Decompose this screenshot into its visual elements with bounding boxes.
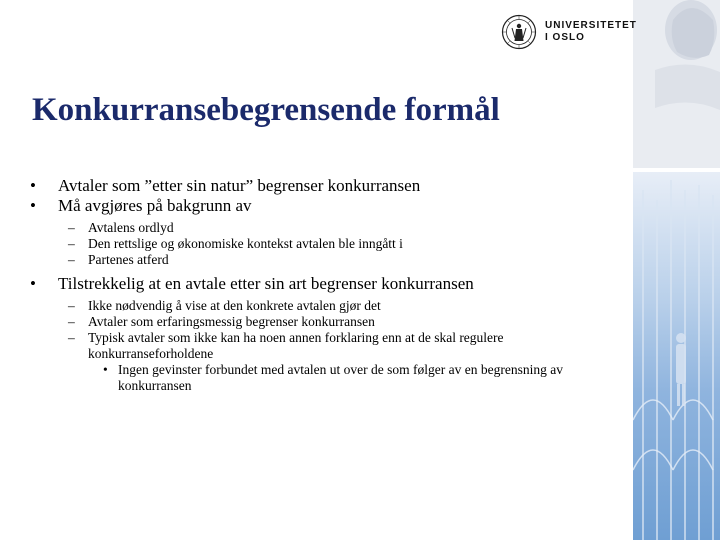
sub-bullet-text: Avtalens ordlyd bbox=[88, 220, 174, 235]
dash-mark: – bbox=[68, 252, 75, 267]
decorative-side-band bbox=[633, 0, 720, 540]
slide-title: Konkurransebegrensende formål bbox=[32, 92, 500, 128]
sub-bullet-item bbox=[30, 252, 620, 268]
university-logo bbox=[501, 14, 637, 54]
sub-bullet-text: Partenes atferd bbox=[88, 252, 169, 267]
university-name-line2: I OSLO bbox=[545, 32, 585, 43]
bullet-mark: • bbox=[30, 196, 36, 215]
sub-bullet-item bbox=[30, 314, 620, 330]
sub-bullet-item bbox=[30, 330, 618, 362]
bullet-mark: • bbox=[30, 176, 36, 195]
sub-bullet-item bbox=[30, 298, 620, 314]
bullet-item bbox=[30, 196, 620, 216]
bullet-text: Tilstrekkelig at en avtale etter sin art begrenser konkurransen bbox=[58, 274, 474, 293]
dash-mark: – bbox=[68, 330, 75, 345]
dash-mark: – bbox=[68, 220, 75, 235]
sub-sub-bullet-item bbox=[30, 362, 578, 394]
dash-mark: – bbox=[68, 298, 75, 313]
sub-bullet-item bbox=[30, 236, 620, 252]
university-name bbox=[545, 20, 637, 44]
bullet-text: Avtaler som ”etter sin natur” begrenser konkurransen bbox=[58, 176, 421, 195]
sub-bullet-text: Typisk avtaler som ikke kan ha noen annen forklaring enn at de skal regulere konkurranseforholdene bbox=[88, 330, 504, 361]
sub-bullet-text: Ikke nødvendig å vise at den konkrete avtalen gjør det bbox=[88, 298, 381, 313]
sub-sub-bullet-text: Ingen gevinster forbundet med avtalen ut over de som følger av en begrensning av konkurransen bbox=[118, 362, 563, 393]
dash-mark: – bbox=[68, 236, 75, 251]
bullet-text: Må avgjøres på bakgrunn av bbox=[58, 196, 252, 215]
sub-bullet-item bbox=[30, 220, 620, 236]
slide-content bbox=[30, 176, 620, 394]
bullet-item bbox=[30, 274, 620, 294]
sub-bullet-text: Den rettslige og økonomiske kontekst avtalen ble inngått i bbox=[88, 236, 403, 251]
university-seal-icon bbox=[501, 14, 537, 50]
decorative-band-graphic bbox=[633, 0, 720, 540]
bullet-item bbox=[30, 176, 620, 196]
bullet-mark: • bbox=[30, 274, 36, 293]
university-name-line1: UNIVERSITETET bbox=[545, 20, 637, 31]
sub-bullet-text: Avtaler som erfaringsmessig begrenser konkurransen bbox=[88, 314, 375, 329]
bullet-mark: • bbox=[103, 362, 108, 377]
dash-mark: – bbox=[68, 314, 75, 329]
